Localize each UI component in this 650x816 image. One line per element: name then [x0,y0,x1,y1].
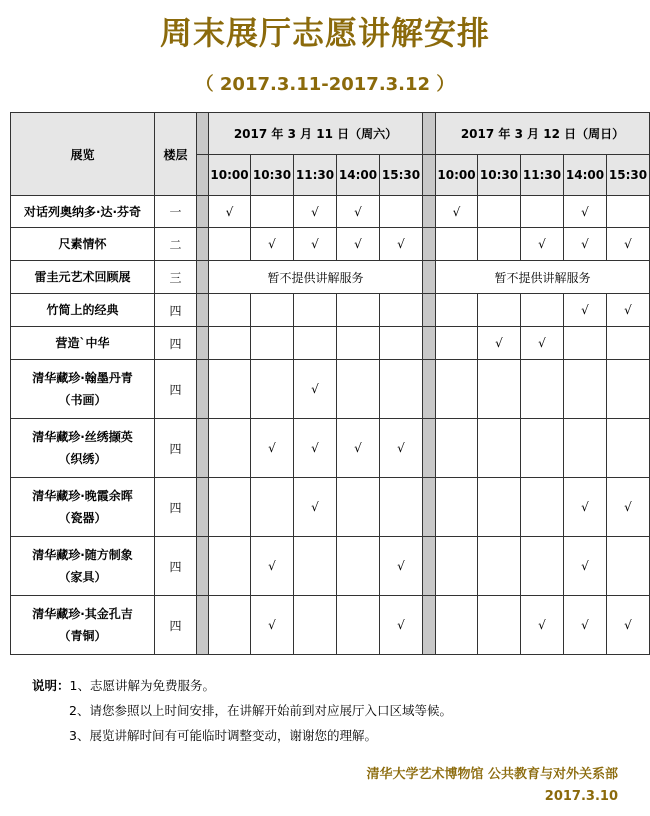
check-mark [337,478,380,537]
column-separator [423,294,436,327]
schedule-table [10,112,650,655]
exhibit-category: （家具） [58,570,107,584]
check-mark [337,596,380,655]
exhibit-name-cell [11,478,155,537]
check-mark [436,294,478,327]
check-mark [436,478,478,537]
exhibit-name-cell [11,228,155,261]
check-mark [251,196,294,228]
floor-cell: 四 [155,327,197,360]
column-separator [423,537,436,596]
note-item: 1、志愿讲解为免费服务。 [69,678,215,693]
check-mark [521,294,564,327]
table-row [11,596,650,655]
check-mark: √ [478,327,521,360]
time-header: 15:30 [380,155,423,196]
table-row [11,537,650,596]
check-mark [521,360,564,419]
check-mark [521,537,564,596]
check-mark [478,360,521,419]
notes [32,673,452,748]
check-mark: √ [294,419,337,478]
exhibit-category: （瓷器） [58,511,107,525]
unavailable-notice: 暂不提供讲解服务 [209,261,423,294]
column-separator [423,228,436,261]
floor-cell: 三 [155,261,197,294]
column-separator [423,327,436,360]
check-mark [209,327,251,360]
exhibit-name: 竹简上的经典 [46,303,119,317]
check-mark [380,196,423,228]
column-separator [197,419,209,478]
floor-cell: 四 [155,360,197,419]
check-mark [209,537,251,596]
check-mark: √ [294,196,337,228]
check-mark [337,537,380,596]
check-mark [380,478,423,537]
time-header: 15:30 [607,155,650,196]
check-mark [478,596,521,655]
time-header: 11:30 [521,155,564,196]
check-mark: √ [337,228,380,261]
check-mark [607,360,650,419]
exhibit-name: 尺素情怀 [58,237,107,251]
check-mark: √ [251,537,294,596]
check-mark: √ [564,596,607,655]
check-mark [251,327,294,360]
check-mark [209,419,251,478]
check-mark: √ [564,537,607,596]
time-header: 11:30 [294,155,337,196]
exhibit-category: （青铜） [58,629,107,643]
check-mark [436,537,478,596]
check-mark: √ [294,360,337,419]
exhibit-category: （织绣） [58,452,107,466]
note-item: 3、展览讲解时间有可能临时调整变动，谢谢您的理解。 [69,728,377,743]
column-separator [197,228,209,261]
check-mark [209,360,251,419]
exhibit-name-cell [11,327,155,360]
column-separator [423,155,436,196]
header-day2: 2017 年 3 月 12 日（周日） [436,113,650,155]
exhibit-name: 营造`中华 [55,336,110,350]
table-row [11,327,650,360]
column-separator [423,596,436,655]
column-separator [197,478,209,537]
check-mark [436,360,478,419]
column-separator [423,360,436,419]
check-mark [564,360,607,419]
column-separator [423,196,436,228]
exhibit-name: 雷圭元艺术回顾展 [34,270,131,284]
note-item: 2、请您参照以上时间安排，在讲解开始前到对应展厅入口区域等候。 [69,703,452,718]
exhibit-name-cell [11,261,155,294]
check-mark: √ [607,596,650,655]
column-separator [423,478,436,537]
header-floor: 楼层 [155,113,197,196]
column-separator [423,419,436,478]
time-header: 10:00 [209,155,251,196]
check-mark: √ [564,196,607,228]
check-mark [209,228,251,261]
check-mark [209,294,251,327]
check-mark [564,327,607,360]
header-day1: 2017 年 3 月 11 日（周六） [209,113,423,155]
check-mark: √ [380,596,423,655]
check-mark: √ [251,228,294,261]
check-mark [209,596,251,655]
check-mark [251,478,294,537]
check-mark: √ [337,196,380,228]
check-mark [521,196,564,228]
check-mark [436,327,478,360]
floor-cell: 四 [155,596,197,655]
check-mark [607,327,650,360]
check-mark: √ [521,228,564,261]
check-mark [478,196,521,228]
check-mark: √ [294,478,337,537]
check-mark [294,327,337,360]
column-separator [423,261,436,294]
check-mark: √ [337,419,380,478]
check-mark [380,294,423,327]
exhibit-name: 清华藏珍·翰墨丹青 [32,371,133,385]
check-mark [478,478,521,537]
check-mark: √ [380,419,423,478]
check-mark: √ [607,228,650,261]
check-mark [478,419,521,478]
check-mark [607,196,650,228]
check-mark: √ [380,228,423,261]
exhibit-name-cell [11,294,155,327]
check-mark [478,228,521,261]
check-mark: √ [564,294,607,327]
unavailable-notice: 暂不提供讲解服务 [436,261,650,294]
exhibit-name-cell [11,360,155,419]
check-mark [607,419,650,478]
exhibit-name: 对话列奥纳多·达·芬奇 [23,204,142,219]
check-mark [478,294,521,327]
check-mark: √ [294,228,337,261]
check-mark [337,294,380,327]
exhibit-name-cell [11,196,155,228]
check-mark: √ [209,196,251,228]
check-mark [337,327,380,360]
table-row [11,419,650,478]
check-mark [436,228,478,261]
exhibit-name: 清华藏珍·丝绣撷英 [32,430,133,444]
column-separator [197,327,209,360]
check-mark: √ [564,478,607,537]
table-row [11,478,650,537]
check-mark [436,419,478,478]
exhibit-name-cell [11,596,155,655]
exhibit-name-cell [11,419,155,478]
check-mark: √ [607,478,650,537]
issue-date: 2017.3.10 [544,789,618,804]
column-separator [197,196,209,228]
exhibit-name: 清华藏珍·随方制象 [32,548,133,562]
check-mark [380,327,423,360]
table-row [11,196,650,228]
check-mark [251,360,294,419]
check-mark [564,419,607,478]
header-exhibit: 展览 [11,113,155,196]
check-mark [294,537,337,596]
check-mark [209,478,251,537]
check-mark [294,294,337,327]
column-separator [423,113,436,155]
date-range: （ 2017.3.11-2017.3.12 ） [195,74,455,95]
time-header: 10:30 [478,155,521,196]
check-mark [294,596,337,655]
page-title: 周末展厅志愿讲解安排 [159,14,490,52]
column-separator [197,261,209,294]
check-mark [521,478,564,537]
column-separator [197,294,209,327]
check-mark: √ [607,294,650,327]
exhibit-category: （书画） [58,393,107,407]
floor-cell: 四 [155,478,197,537]
exhibit-name: 清华藏珍·晚霞余晖 [32,489,133,503]
table-row [11,360,650,419]
check-mark [380,360,423,419]
exhibit-name: 清华藏珍·其金孔吉 [32,607,133,621]
floor-cell: 四 [155,537,197,596]
time-header: 10:00 [436,155,478,196]
check-mark [478,537,521,596]
check-mark: √ [436,196,478,228]
table-row [11,294,650,327]
column-separator [197,596,209,655]
column-separator [197,155,209,196]
floor-cell: 四 [155,294,197,327]
check-mark [337,360,380,419]
check-mark [251,294,294,327]
column-separator [197,113,209,155]
check-mark: √ [251,596,294,655]
check-mark: √ [564,228,607,261]
time-header: 14:00 [564,155,607,196]
check-mark [521,419,564,478]
check-mark: √ [521,327,564,360]
column-separator [197,537,209,596]
organization-name: 清华大学艺术博物馆 公共教育与对外关系部 [366,767,618,782]
table-row [11,261,650,294]
table-row [11,228,650,261]
floor-cell: 四 [155,419,197,478]
floor-cell: 一 [155,196,197,228]
check-mark [607,537,650,596]
check-mark [436,596,478,655]
notes-label: 说明： [32,678,70,693]
check-mark: √ [521,596,564,655]
floor-cell: 二 [155,228,197,261]
time-header: 10:30 [251,155,294,196]
check-mark: √ [380,537,423,596]
time-header: 14:00 [337,155,380,196]
column-separator [197,360,209,419]
exhibit-name-cell [11,537,155,596]
check-mark: √ [251,419,294,478]
